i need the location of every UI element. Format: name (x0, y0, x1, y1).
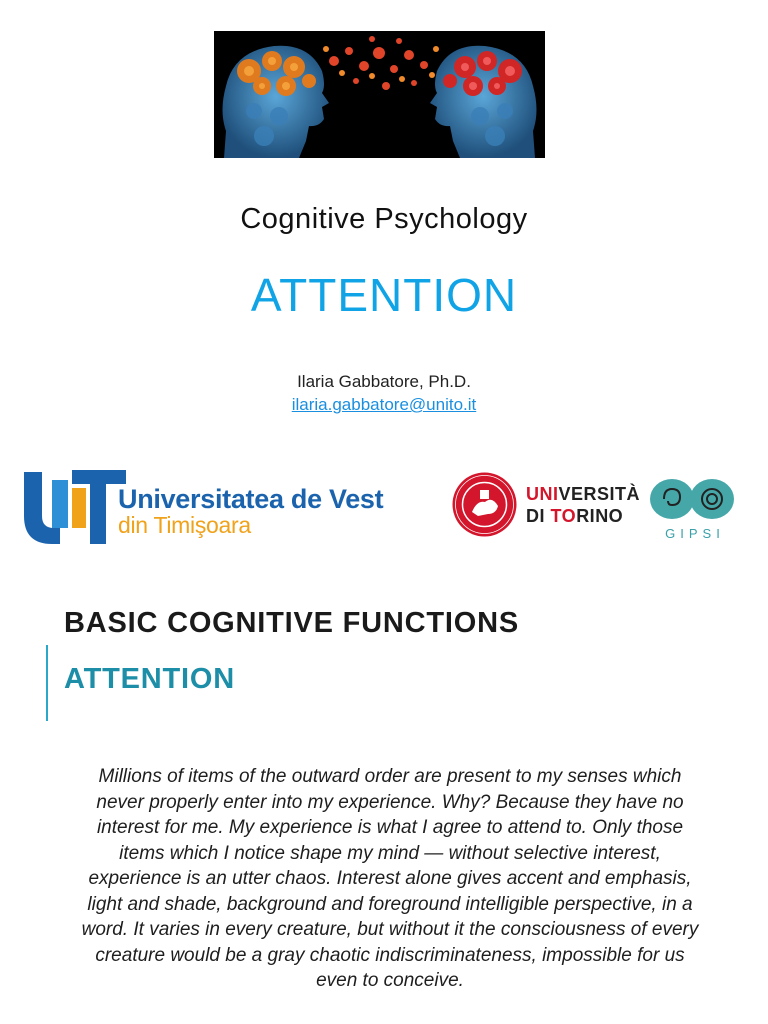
accent-bar-divider (46, 645, 48, 721)
section-heading: BASIC COGNITIVE FUNCTIONS (64, 607, 520, 639)
heads-with-gears-icon (214, 31, 545, 158)
unito-text: VERSITÀ (558, 484, 641, 504)
quote-text: Millions of items of the outward order are present to my senses which never properly enter into my experience. Why? Because they have no interest for me. My experience is what I agree to attend to. Only those items which I notice shape my mind — without selective interest, experience is an utter chaos. Interest alone gives accent and emphasis, light and shade, background and foreground intelligible perspective, in a word. It varies in every creature, but without it the consciousness of every creature would be a gray chaotic indiscriminateness, impossible for us even to conceive. (81, 766, 699, 991)
uvt-name-line1: Universitatea de Vest (118, 484, 384, 514)
unito-red-text: UNI (526, 484, 559, 504)
gipsi-name: GIPSI (665, 526, 725, 541)
unito-red-text: TO (550, 506, 577, 526)
gipsi-logo-icon (648, 475, 738, 523)
unito-name-line2 (526, 506, 623, 527)
author-name: Ilaria Gabbatore, Ph.D. (297, 372, 471, 391)
section-subheading: ATTENTION (64, 663, 235, 695)
course-subtitle: Cognitive Psychology (240, 203, 528, 235)
unito-text: RINO (576, 506, 624, 526)
hero-image (214, 31, 545, 158)
uvt-logo-icon (22, 466, 132, 546)
author-email-link[interactable]: ilaria.gabbatore@unito.it (291, 395, 477, 414)
unito-seal-icon (452, 472, 517, 537)
unito-name-line1 (526, 484, 640, 505)
page-title: ATTENTION (250, 269, 518, 321)
uvt-name-line2: din Timişoara (118, 512, 251, 538)
unito-text: DI (526, 506, 551, 526)
